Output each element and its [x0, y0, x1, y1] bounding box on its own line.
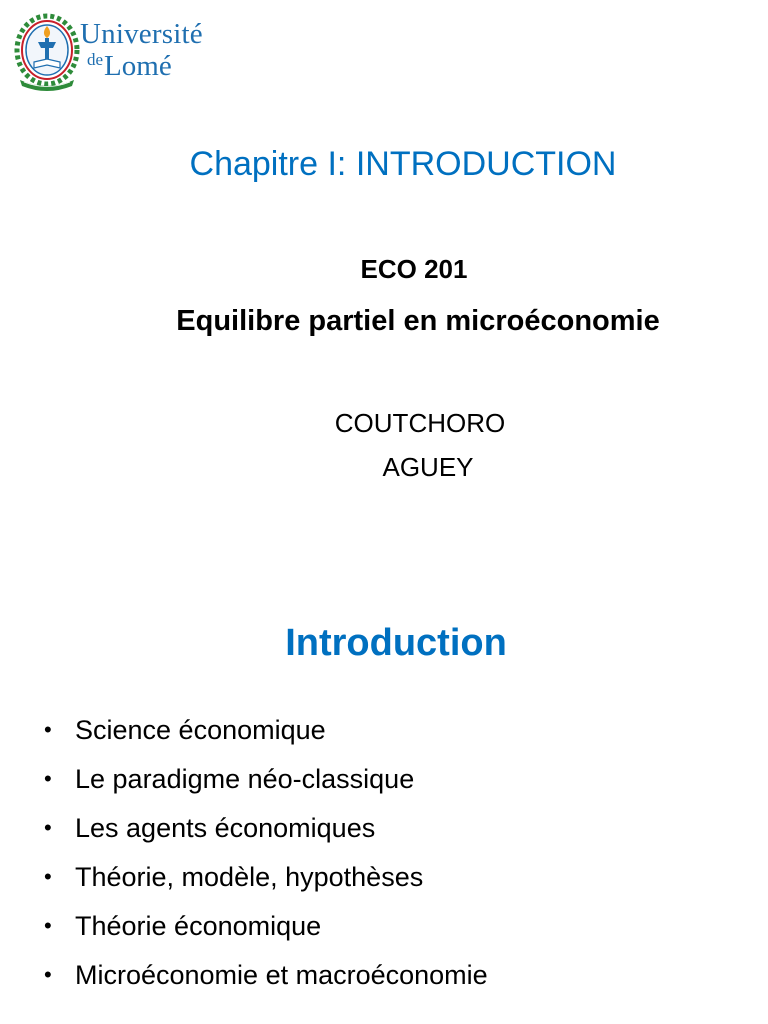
topic-list	[44, 715, 488, 1009]
bullet-icon: •	[44, 815, 52, 840]
list-item	[44, 715, 488, 764]
course-name: Equilibre partiel en microéconomie	[176, 305, 660, 337]
list-item	[44, 813, 488, 862]
list-item-text: Science économique	[75, 715, 326, 745]
chapter-title: Chapitre I: INTRODUCTION	[189, 145, 617, 183]
university-name-lome: Lomé	[104, 50, 172, 82]
author-name-line2: AGUEY	[382, 452, 474, 482]
course-code: ECO 201	[360, 254, 468, 284]
university-name-line2	[80, 51, 203, 81]
list-item	[44, 911, 488, 960]
list-item-text: Microéconomie et macroéconomie	[75, 960, 488, 990]
list-item	[44, 960, 488, 1009]
list-item-text: Théorie, modèle, hypothèses	[75, 862, 424, 892]
author-name-line1: COUTCHORO	[334, 408, 506, 438]
bullet-icon: •	[44, 962, 52, 987]
university-seal-icon	[14, 12, 80, 92]
university-name-line1: Université	[80, 18, 203, 50]
introduction-slide	[0, 560, 768, 1024]
list-item	[44, 862, 488, 911]
bullet-icon: •	[44, 766, 52, 791]
list-item-text: Les agents économiques	[75, 813, 376, 843]
bullet-icon: •	[44, 913, 52, 938]
bullet-icon: •	[44, 717, 52, 742]
list-item	[44, 764, 488, 813]
section-title: Introduction	[285, 622, 507, 664]
university-name-de: de	[87, 50, 104, 69]
bullet-icon: •	[44, 864, 52, 889]
university-wordmark	[80, 20, 203, 81]
list-item-text: Le paradigme néo-classique	[75, 764, 415, 794]
seal-graphic	[14, 12, 80, 92]
list-item-text: Théorie économique	[75, 911, 322, 941]
